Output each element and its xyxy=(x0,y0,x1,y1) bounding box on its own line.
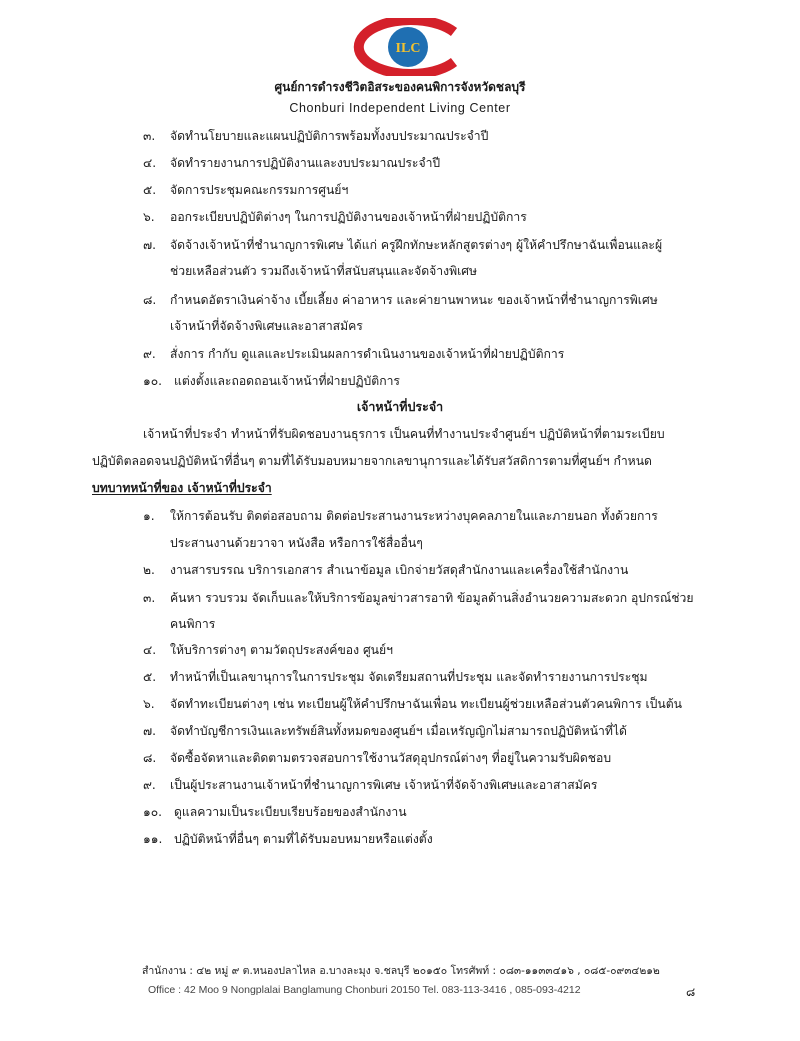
footer-address-english: Office : 42 Moo 9 Nongplalai Banglamung Chonburi 20150 Tel. 083-113-3416 , 085-093-4212 xyxy=(148,984,581,996)
list-item-text: จัดทำรายงานการปฏิบัติงานและงบประมาณประจำปี xyxy=(170,156,441,170)
list-item-number: ๖. xyxy=(143,210,155,224)
list-item-text: กำหนดอัตราเงินค่าจ้าง เบี้ยเลี้ยง ค่าอาหาร และค่ายานพาหนะ ของเจ้าหน้าที่ชำนาญการพิเศษ xyxy=(170,293,658,307)
list-item-text: เป็นผู้ประสานงานเจ้าหน้าที่ชำนาญการพิเศษ เจ้าหน้าที่จัดจ้างพิเศษและอาสาสมัคร xyxy=(170,778,598,792)
list-item-number: ๖. xyxy=(143,697,155,711)
list-item-number: ๑๑. xyxy=(143,832,163,846)
list-item-number: ๔. xyxy=(143,156,157,170)
list-item-text: ทำหน้าที่เป็นเลขานุการในการประชุม จัดเตรียมสถานที่ประชุม และจัดทำรายงานการประชุม xyxy=(170,670,648,684)
list-item-number: ๑๐. xyxy=(143,374,163,388)
list-item-text: จัดจ้างเจ้าหน้าที่ชำนาญการพิเศษ ได้แก่ ครูฝึกทักษะหลักสูตรต่างๆ ผู้ให้คำปรึกษาฉันเพื่อนและผู้ xyxy=(170,238,663,252)
section-heading: เจ้าหน้าที่ประจำ xyxy=(356,399,444,414)
list-item-number: ๕. xyxy=(143,670,157,684)
page-number: ๘ xyxy=(686,985,696,999)
list-item-text: ให้การต้อนรับ ติดต่อสอบถาม ติดต่อประสานงานระหว่างบุคคลภายในและภายนอก ทั้งด้วยการ xyxy=(170,509,658,523)
list-item-number: ๗. xyxy=(143,724,157,738)
list-item-text: ออกระเบียบปฏิบัติต่างๆ ในการปฏิบัติงานของเจ้าหน้าที่ฝ่ายปฏิบัติการ xyxy=(170,210,527,224)
list-item-number: ๓. xyxy=(143,591,156,605)
list-item-number: ๗. xyxy=(143,238,157,252)
list-item-text: จัดทำบัญชีการเงินและทรัพย์สินทั้งหมดของศูนย์ฯ เมื่อเหรัญญิกไม่สามารถปฏิบัติหน้าที่ได้ xyxy=(170,724,627,738)
list-item-text: แต่งตั้งและถอดถอนเจ้าหน้าที่ฝ่ายปฏิบัติการ xyxy=(174,374,400,388)
org-name-english: Chonburi Independent Living Center xyxy=(289,101,511,115)
intro-paragraph-line: เจ้าหน้าที่ประจำ ทำหน้าที่รับผิดชอบงานธุรการ เป็นคนที่ทำงานประจำศูนย์ฯ ปฏิบัติหน้าที่ตามระเบียบ xyxy=(143,427,665,441)
list-item-text: สั่งการ กำกับ ดูแลและประเมินผลการดำเนินงานของเจ้าหน้าที่ฝ่ายปฏิบัติการ xyxy=(170,347,565,361)
list-item-text-continued: เจ้าหน้าที่จัดจ้างพิเศษและอาสาสมัคร xyxy=(170,319,363,333)
list-item-number: ๔. xyxy=(143,643,157,657)
list-item-text: จัดซื้อจัดหาและติดตามตรวจสอบการใช้งานวัสดุอุปกรณ์ต่างๆ ที่อยู่ในความรับผิดชอบ xyxy=(170,751,612,765)
list-item-text-continued: คนพิการ xyxy=(170,617,216,631)
list-item-number: ๘. xyxy=(143,293,157,307)
list-item-text: ค้นหา รวบรวม จัดเก็บและให้บริการข้อมูลข่าวสารอาทิ ข้อมูลด้านสิ่งอำนวยความสะดวก อุปกรณ์ช่วย xyxy=(170,591,694,605)
list-item-text-continued: ช่วยเหลือส่วนตัว รวมถึงเจ้าหน้าที่สนับสนุนและจัดจ้างพิเศษ xyxy=(170,264,478,278)
list-item-number: ๙. xyxy=(143,347,156,361)
list-item-text: จัดทำนโยบายและแผนปฏิบัติการพร้อมทั้งงบประมาณประจำปี xyxy=(170,129,489,143)
list-item-text: ปฏิบัติหน้าที่อื่นๆ ตามที่ได้รับมอบหมายหรือแต่งตั้ง xyxy=(174,832,433,846)
list-item-number: ๓. xyxy=(143,129,156,143)
list-item-number: ๘. xyxy=(143,751,157,765)
list-item-number: ๕. xyxy=(143,183,157,197)
list-item-number: ๒. xyxy=(143,563,155,577)
ilc-logo xyxy=(330,18,470,76)
list-item-text: ให้บริการต่างๆ ตามวัตถุประสงค์ของ ศูนย์ฯ xyxy=(170,643,393,657)
logo-text: ILC xyxy=(395,41,421,56)
list-item-text: จัดการประชุมคณะกรรมการศูนย์ฯ xyxy=(170,183,349,197)
list-item-text: ดูแลความเป็นระเบียบเรียบร้อยของสำนักงาน xyxy=(174,805,407,819)
list-item-number: ๙. xyxy=(143,778,156,792)
footer-address-thai: สำนักงาน : ๔๒ หมู่ ๙ ต.หนองปลาไหล อ.บางละมุง จ.ชลบุรี ๒๐๑๕๐ โทรศัพท์ : ๐๘๓-๑๑๓๓๔๑๖ , ๐๘๕-๐๙๓๔๒๑๒ xyxy=(142,965,660,977)
list-item-text-continued: ประสานงานด้วยวาจา หนังสือ หรือการใช้สื่ออื่นๆ xyxy=(170,536,423,550)
intro-paragraph-line: ปฏิบัติตลอดจนปฏิบัติหน้าที่อื่นๆ ตามที่ได้รับมอบหมายจากเลขานุการและได้รับสวัสดิการตามที่ศูนย์ฯ กำหนด xyxy=(92,454,652,468)
list-item-text: งานสารบรรณ บริการเอกสาร สำเนาข้อมูล เบิกจ่ายวัสดุสำนักงานและเครื่องใช้สำนักงาน xyxy=(170,563,629,577)
list-item-text: จัดทำทะเบียนต่างๆ เช่น ทะเบียนผู้ให้คำปรึกษาฉันเพื่อน ทะเบียนผู้ช่วยเหลือส่วนตัวคนพิการ เป็นต้น xyxy=(170,697,682,711)
roles-heading: บทบาทหน้าที่ของ เจ้าหน้าที่ประจำ xyxy=(92,481,272,495)
list-item-number: ๑. xyxy=(143,509,155,523)
org-name-thai: ศูนย์การดำรงชีวิตอิสระของคนพิการจังหวัดชลบุรี xyxy=(274,80,526,94)
list-item-number: ๑๐. xyxy=(143,805,163,819)
